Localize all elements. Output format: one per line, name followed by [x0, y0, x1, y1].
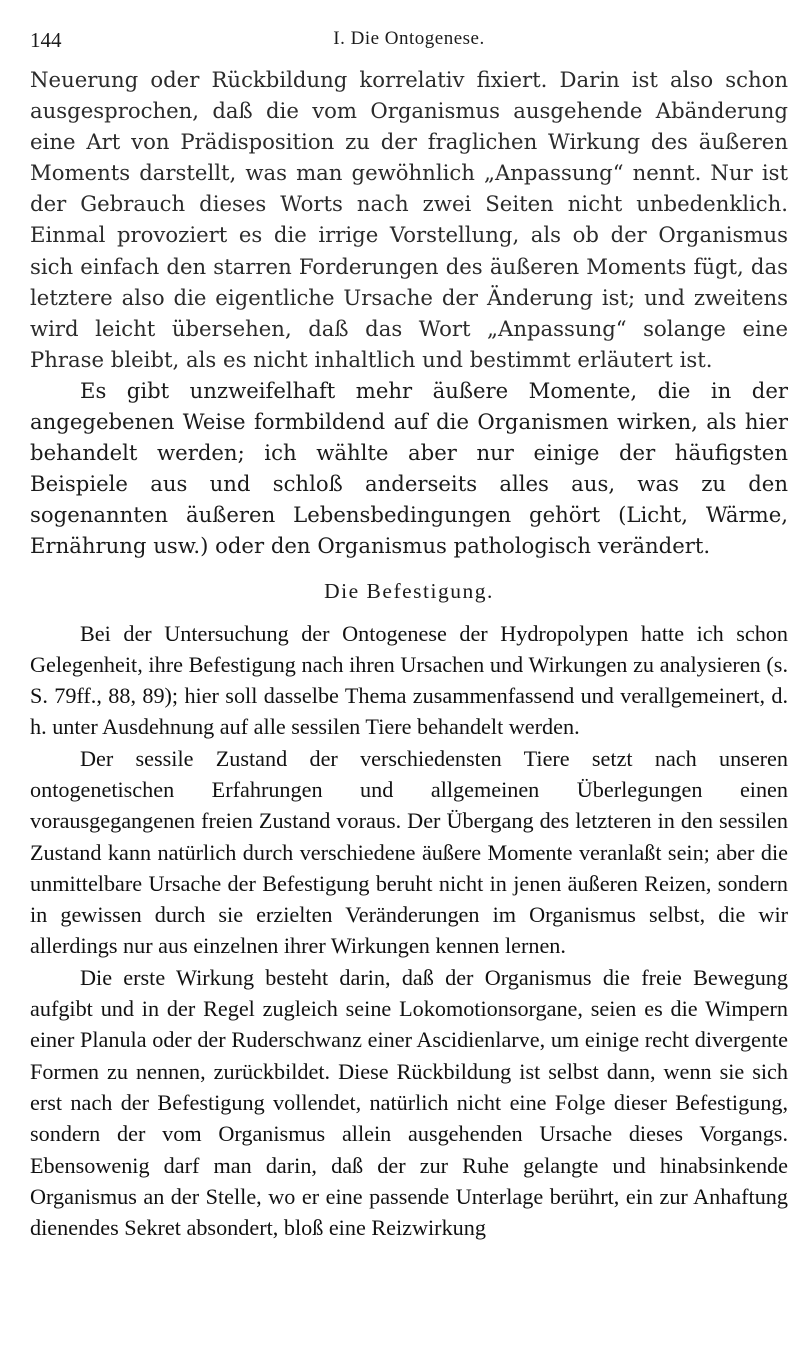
paragraph: Der sessile Zustand der verschiedensten Tiere setzt nach unseren ontogenetischen Erfahrungen und allgemeinen Überlegungen einen vorausgegangenen freien Zustand voraus. Der Übergang des letzteren in den sessilen Zustand kann natürlich durch verschiedene äußere Momente veranlaßt sein; aber die unmittelbare Ursache der Befestigung beruht nicht in jenen äußeren Reizen, sondern in gewissen durch sie erzielten Veränderungen im Organismus selbst, die wir allerdings nur aus einzelnen ihrer Wirkungen kennen lernen. — [30, 745, 788, 959]
book-page — [30, 22, 788, 1243]
section-heading: Die Befestigung. — [324, 578, 494, 603]
chapter-title: I. Die Ontogenese. — [333, 28, 485, 49]
paragraph-continued: Neuerung oder Rückbildung korrelativ fixiert. Darin ist also schon ausgesprochen, daß die vom Organismus ausgehende Abänderung eine Art von Prädisposition zu der fraglichen Wirkung des äußeren Moments darstellt, was man gewöhnlich „Anpassung“ nennt. Nur ist der Gebrauch dieses Worts nach zwei Seiten nicht unbedenklich. Einmal provoziert es die irrige Vorstellung, als ob der Organismus sich einfach den starren Forderungen des äußeren Moments fügt, das letztere also die eigentliche Ursache der Änderung ist; und zweitens wird leicht übersehen, daß das Wort „Anpassung“ solange eine Phrase bleibt, als es nicht inhaltlich und bestimmt erläutert ist. — [30, 67, 788, 372]
paragraph: Es gibt unzweifelhaft mehr äußere Momente, die in der angegebenen Weise formbildend auf die Organismen wirken, als hier behandelt werden; ich wählte aber nur einige der häufigsten Beispiele aus und schloß anderseits alles aus, was zu den sogenannten äußeren Lebensbedingungen gehört (Licht, Wärme, Ernährung usw.) oder den Organismus pathologisch verändert. — [30, 377, 788, 559]
paragraph: Bei der Untersuchung der Ontogenese der Hydropolypen hatte ich schon Gelegenheit, ihre Befestigung nach ihren Ursachen und Wirkungen zu analysieren (s. S. 79ff., 88, 89); hier soll dasselbe Thema zusammenfassend und verallgemeinert, d. h. unter Ausdehnung auf alle sessilen Tiere behandelt werden. — [30, 620, 788, 740]
page-number: 144 — [30, 28, 62, 52]
running-head — [30, 22, 788, 62]
paragraph: Die erste Wirkung besteht darin, daß der Organismus die freie Bewegung aufgibt und in der Regel zugleich seine Lokomotionsorgane, seien es die Wimpern einer Planula oder der Ruderschwanz einer Ascidienlarve, um einige recht divergente Formen zu nennen, zurückbildet. Diese Rückbildung ist selbst dann, wenn sie sich erst nach der Befestigung vollendet, natürlich nicht eine Folge dieser Befestigung, sondern der vom Organismus allein ausgehenden Ursache dieses Vorgangs. Ebensowenig darf man darin, daß der zur Ruhe gelangte und hinabsinkende Organismus an der Stelle, wo er eine passende Unterlage berührt, ein zur Anhaftung dienendes Sekret absondert, bloß eine Reizwirkung — [30, 964, 788, 1241]
